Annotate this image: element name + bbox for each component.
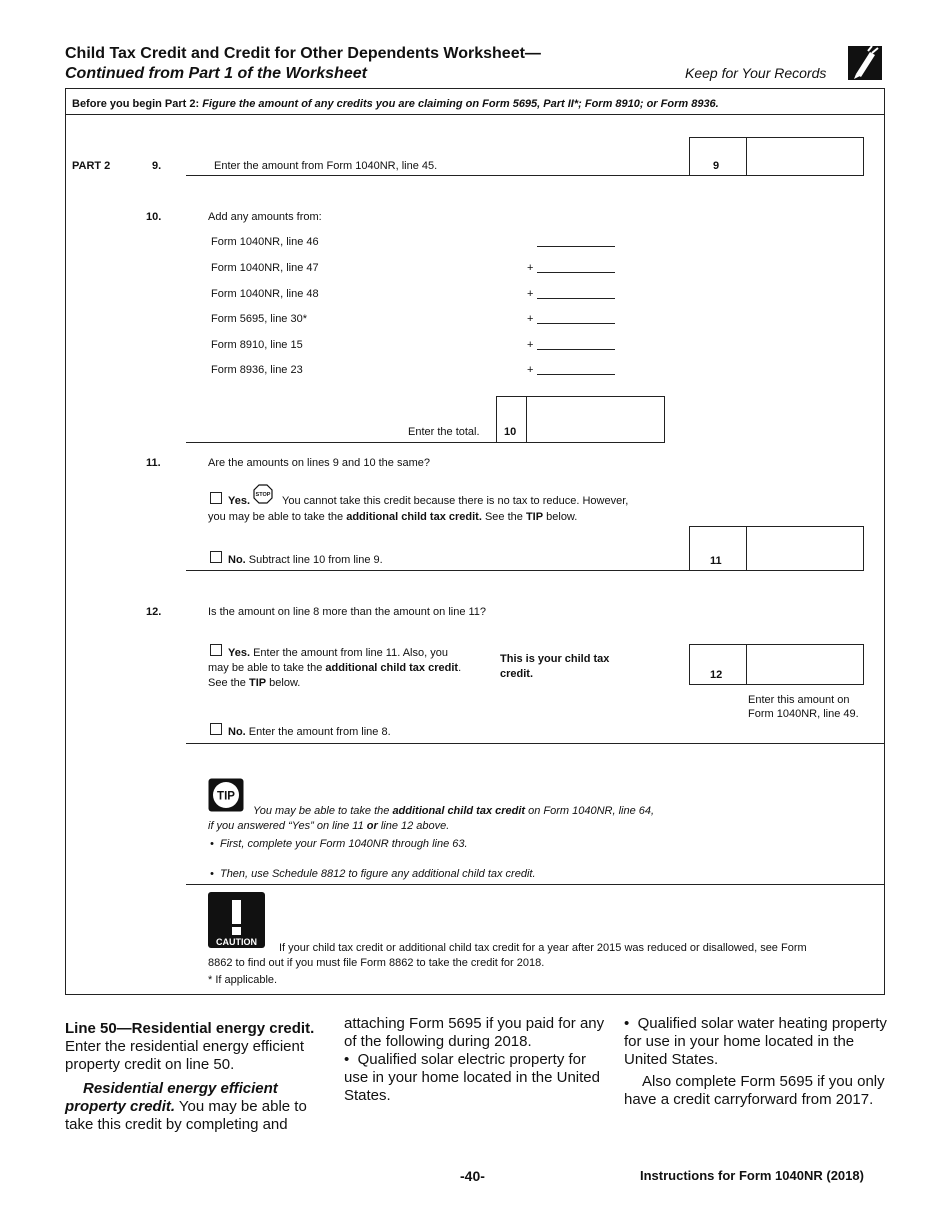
column-1: Line 50—Residential energy credit. Enter the residential energy efficient property credit on line 50. Residential energy efficient property credit. You may be able to take this credit by completing and: [65, 1020, 315, 1133]
svg-text:STOP: STOP: [255, 492, 271, 498]
line10-item-2: Form 1040NR, line 47: [211, 262, 319, 274]
worksheet-title: Child Tax Credit and Credit for Other Dependents Worksheet—: [65, 45, 541, 62]
line11-box-label: 11: [710, 555, 722, 567]
line10-total-label: Enter the total.: [408, 426, 480, 438]
records-pen-icon: [848, 46, 882, 80]
line11-no-text: No. Subtract line 10 from line 9.: [228, 554, 383, 566]
line9-text: Enter the amount from Form 1040NR, line 45.: [214, 160, 438, 172]
line11-amount-field[interactable]: [747, 527, 863, 570]
line10-blank-2[interactable]: [537, 272, 615, 273]
tip-bullet-1: • First, complete your Form 1040NR through line 63.: [210, 838, 468, 850]
caution-text-1: If your child tax credit or additional child tax credit for a year after 2015 was reduced or disallowed, see Form: [279, 942, 807, 954]
column-3: • Qualified solar water heating property for use in your home located in the United States. Also complete Form 5695 if you only have a credit carryforward from 2017.: [624, 1015, 887, 1108]
child-tax-credit-note-1: This is your child tax: [500, 653, 610, 665]
line12-amount-field[interactable]: [747, 645, 863, 684]
caution-text-2: 8862 to find out if you must file Form 8862 to take the credit for 2018.: [208, 957, 545, 969]
line10-item-6: Form 8936, line 23: [211, 364, 303, 376]
tip-icon: [208, 778, 244, 812]
worksheet-subtitle: Continued from Part 1 of the Worksheet: [65, 65, 367, 82]
line11-yes-checkbox[interactable]: [210, 492, 222, 504]
line9-amount-field[interactable]: [747, 138, 863, 175]
line10-item-3: Form 1040NR, line 48: [211, 288, 319, 300]
line10-box-label: 10: [504, 426, 517, 438]
caution-icon: [208, 892, 265, 948]
line11-yes-label: Yes.: [228, 495, 251, 507]
line12-no-checkbox[interactable]: [210, 723, 222, 735]
tip-bullet-2: • Then, use Schedule 8812 to figure any additional child tax credit.: [210, 868, 536, 880]
line12-yes-text-2: may be able to take the additional child tax credit.: [208, 662, 462, 674]
page-number: -40-: [460, 1168, 485, 1184]
before-begin-note: Before you begin Part 2: Figure the amount of any credits you are claiming on Form 5695, Part II*; Form 8910; or Form 8936.: [72, 98, 719, 110]
child-tax-credit-note-2: credit.: [500, 668, 534, 680]
line10-amount-field[interactable]: [527, 397, 664, 442]
form-footer: Instructions for Form 1040NR (2018): [640, 1168, 864, 1183]
line12-question: Is the amount on line 8 more than the amount on line 11?: [208, 606, 487, 618]
line12-box-label: 12: [710, 669, 723, 681]
line10-item-1: Form 1040NR, line 46: [211, 236, 319, 248]
line11-yes-text-2: you may be able to take the additional child tax credit. See the TIP below.: [208, 511, 578, 523]
line12-no-text: No. Enter the amount from line 8.: [228, 726, 391, 738]
line10-plus: +: [527, 313, 534, 325]
svg-text:CAUTION: CAUTION: [216, 937, 257, 947]
footnote: * If applicable.: [208, 974, 278, 986]
line10-item-5: Form 8910, line 15: [211, 339, 303, 351]
line11-question: Are the amounts on lines 9 and 10 the same?: [208, 457, 430, 469]
line11-yes-text-1: You cannot take this credit because there is no tax to reduce. However,: [282, 495, 629, 507]
line10-plus: +: [527, 364, 534, 376]
line10-plus: +: [527, 262, 534, 274]
line12-yes-checkbox[interactable]: [210, 644, 222, 656]
line10-plus: +: [527, 288, 534, 300]
line10-number: 10.: [146, 211, 162, 223]
line11-no-checkbox[interactable]: [210, 551, 222, 563]
line10-blank-5[interactable]: [537, 349, 615, 350]
line12-yes-text-1: Yes. Enter the amount from line 11. Also, you: [228, 647, 448, 659]
line12-enter-note-2: Form 1040NR, line 49.: [748, 708, 859, 720]
tip-text-1: You may be able to take the additional child tax credit on Form 1040NR, line 64,: [253, 805, 655, 817]
part-label: PART 2: [72, 160, 111, 172]
line10-blank-4[interactable]: [537, 323, 615, 324]
line10-item-4: Form 5695, line 30*: [211, 313, 307, 325]
line10-blank-3[interactable]: [537, 298, 615, 299]
stop-sign-icon: [253, 484, 273, 504]
line10-blank-1[interactable]: [537, 246, 615, 247]
line10-blank-6[interactable]: [537, 374, 615, 375]
line12-enter-note-1: Enter this amount on: [748, 694, 850, 706]
line9-number: 9.: [152, 160, 162, 172]
line12-number: 12.: [146, 606, 162, 618]
line12-yes-text-3: See the TIP below.: [208, 677, 301, 689]
keep-records-note: Keep for Your Records: [685, 65, 827, 81]
line11-number: 11.: [146, 457, 161, 469]
line9-box-label: 9: [713, 160, 720, 172]
column-2: attaching Form 5695 if you paid for any of the following during 2018. • Qualified solar electric property for use in your home located in the United States.: [344, 1015, 605, 1104]
line10-plus: +: [527, 339, 534, 351]
tip-text-2: if you answered “Yes” on line 11 or line 12 above.: [208, 820, 450, 832]
line10-text: Add any amounts from:: [208, 211, 322, 223]
svg-text:TIP: TIP: [217, 790, 235, 803]
